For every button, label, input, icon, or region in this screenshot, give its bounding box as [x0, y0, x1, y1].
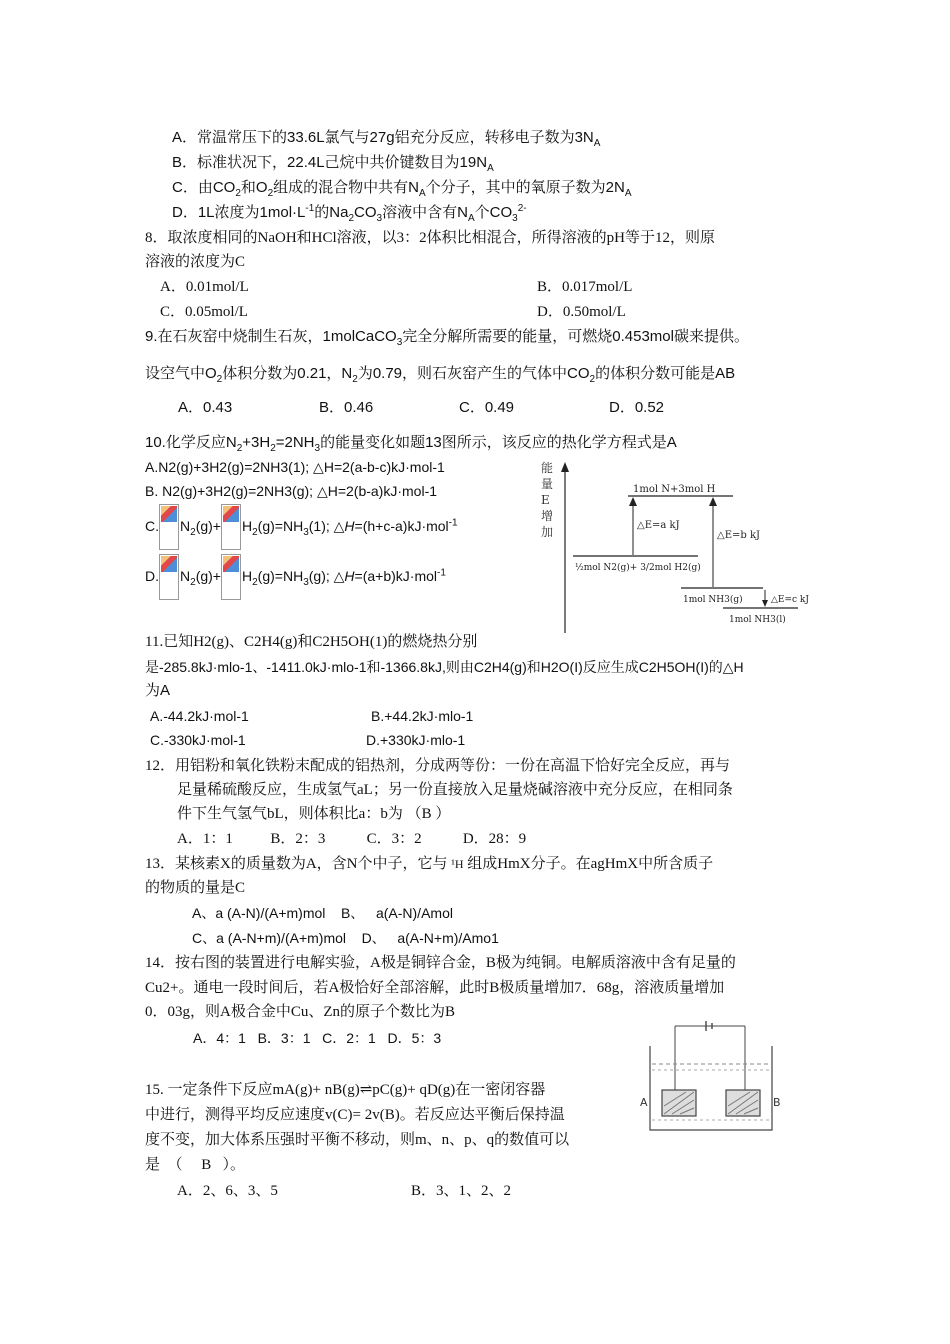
fraction-image-placeholder — [159, 504, 179, 550]
q8-option-a: A．0.01mol/L — [160, 279, 249, 295]
delta-e-a-label: △E=a kJ — [637, 520, 680, 531]
electrolysis-cell-diagram — [640, 1018, 782, 1140]
q7-option-b: B．标准状况下，22.4L己烷中共价键数目为$19N_A$ — [172, 154, 494, 174]
q13-stem-line1: 13．某核素X的质量数为A，含N个中子，它与 ¹H 组成HmX分子。在agHmX中所含质子 — [145, 856, 714, 872]
q15-option-b: B．3、1、2、2 — [411, 1183, 512, 1199]
q12-stem-line2: 足量稀硫酸反应，生成氢气aL；另一份直接放入足量烧碱溶液中充分反应，在相同条 — [177, 782, 733, 798]
q11-stem-line2: 是-285.8kJ·mlo-1、-1411.0kJ·mlo-1和-1366.8kJ,则由C2H4(g)和H2O(I)反应生成C2H5OH(I)的△H — [145, 659, 744, 675]
q15-option-a: A．2、6、3、5 — [177, 1183, 278, 1199]
q8-stem-line2: 溶液的浓度为C — [145, 254, 246, 270]
fraction-image-placeholder — [221, 504, 241, 550]
q9-option-d: D．0.52 — [609, 399, 665, 416]
q11-stem-line1: 11.已知H2(g)、C2H4(g)和C2H5OH(1)的燃烧热分别 — [145, 634, 478, 650]
q14-stem-line2: Cu2+。通电一段时间后，若A极恰好全部溶解，此时B极质量增加7．68g，溶液质量增加 — [145, 980, 725, 996]
q10-option-d: D. $N_2(g)+ H_2(g)=NH_3(g)$; △H=(a+b)kJ·mol$^{-1}$ — [145, 554, 446, 600]
q8-option-d: D．0.50mol/L — [537, 304, 626, 320]
hydrogen-isotope-symbol: ¹H — [451, 857, 464, 871]
delta-e-b-label: △E=b kJ — [717, 530, 761, 541]
q8-option-b: B．0.017mol/L — [537, 279, 633, 295]
q11-stem-line3: 为A — [145, 682, 171, 699]
level-label-atoms: 1mol N+3mol H — [633, 484, 716, 495]
energy-level-diagram — [533, 458, 823, 636]
q7-option-c: C．由$CO_2$和$O_2$组成的混合物中共有$N_A$个分子，其中的氧原子数为$2N_A$ — [172, 179, 632, 199]
q14-stem-line1: 14．按右图的装置进行电解实验，A极是铜锌合金，B极为纯铜。电解质溶液中含有足量的 — [145, 955, 736, 971]
q15-stem-line3: 度不变，加大体系压强时平衡不移动，则m、n、p、q的数值可以 — [145, 1132, 570, 1148]
q10-stem: 10.化学反应$N_2+3H_2=2NH_3$的能量变化如题13图所示，该反应的热化学方程式是A — [145, 434, 677, 454]
q11-option-d: D.+330kJ·mlo-1 — [366, 732, 466, 748]
q12-stem-line1: 12．用铝粉和氧化铁粉末配成的铝热剂，分成两等份：一份在高温下恰好完全反应，再与 — [145, 758, 731, 774]
q12-options: A．1：1 B．2：3 C．3：2 D．28：9 — [177, 831, 527, 847]
q13-stem-line2: 的物质的量是C — [145, 880, 246, 896]
level-label-reactants: ½mol N2(g)+ 3/2mol H2(g) — [575, 563, 701, 573]
q9-stem-line2: 设空气中$O_2$体积分数为0.21，$N_2$为0.79，则石灰窑产生的气体中$CO_2$的体积分数可能是AB — [145, 365, 736, 385]
level-label-nh3-gas: 1mol NH3(g) — [683, 595, 743, 605]
q13-options-cd: C、a (A-N+m)/(A+m)mol D、 a(A-N+m)/Amo1 — [192, 930, 499, 946]
q11-option-b: B.+44.2kJ·mlo-1 — [371, 708, 474, 724]
q7-option-d: D．1L浓度为$1mol\cdot L^{-1}$的$Na_2CO_3$溶液中含有$N_A$个$CO_3^{2-}$ — [172, 203, 527, 224]
electrode-a-label: A — [640, 1096, 648, 1109]
fraction-image-placeholder — [159, 554, 179, 600]
q15-stem-line2: 中进行，测得平均反应速度v(C)= 2v(B)。若反应达平衡后保持温 — [145, 1107, 565, 1123]
q7-option-a: A．常温常压下的33.6L氯气与27g铝充分反应，转移电子数为$3N_A$ — [172, 129, 601, 149]
q13-options-ab: A、a (A-N)/(A+m)mol B、 a(A-N)/Amol — [192, 905, 453, 921]
q11-option-a: A.-44.2kJ·mol-1 — [150, 708, 249, 724]
q9-option-b: B．0.46 — [319, 399, 374, 416]
q12-stem-line3: 件下生气氢气bL，则体积比a：b为 （B ） — [177, 806, 451, 822]
q15-stem-line1: 15. 一定条件下反应mA(g)+ nB(g)⇌pC(g)+ qD(g)在一密闭容器 — [145, 1082, 546, 1098]
q15-stem-line4: 是 （ B ）。 — [145, 1157, 246, 1173]
q10-option-b: B. N2(g)+3H2(g)=2NH3(g); △H=2(b-a)kJ·mol-1 — [145, 483, 438, 499]
level-label-nh3-liquid: 1mol NH3(l) — [729, 615, 786, 625]
y-axis-label: 能量 E 增加 — [541, 461, 554, 539]
electrode-b-label: B — [773, 1096, 781, 1109]
q14-stem-line3: 0．03g，则A极合金中Cu、Zn的原子个数比为B — [145, 1004, 456, 1020]
q10-option-a: A.N2(g)+3H2(g)=2NH3(1); △H=2(a-b-c)kJ·mol-1 — [145, 459, 445, 475]
q14-options: A．4：1 B．3：1 C．2：1 D．5：3 — [193, 1030, 442, 1046]
q9-option-a: A．0.43 — [178, 399, 233, 416]
q10-option-c: C. $N_2(g)+ H_2(g)=NH_3(1)$; △H=(h+c-a)kJ·mol$^{-1}$ — [145, 504, 458, 550]
fraction-image-placeholder — [221, 554, 241, 600]
q8-stem-line1: 8．取浓度相同的NaOH和HCl溶液，以3：2体积比相混合，所得溶液的pH等于12，则原 — [145, 230, 715, 246]
q9-option-c: C．0.49 — [459, 399, 515, 416]
q9-stem-line1: 9.在石灰窑中烧制生石灰，1molCaCO$_3$完全分解所需要的能量，可燃烧0.453mol碳来提供。 — [145, 328, 749, 348]
q8-option-c: C．0.05mol/L — [160, 304, 248, 320]
q11-option-c: C.-330kJ·mol-1 — [150, 732, 246, 748]
delta-e-c-label: △E=c kJ — [771, 595, 809, 605]
